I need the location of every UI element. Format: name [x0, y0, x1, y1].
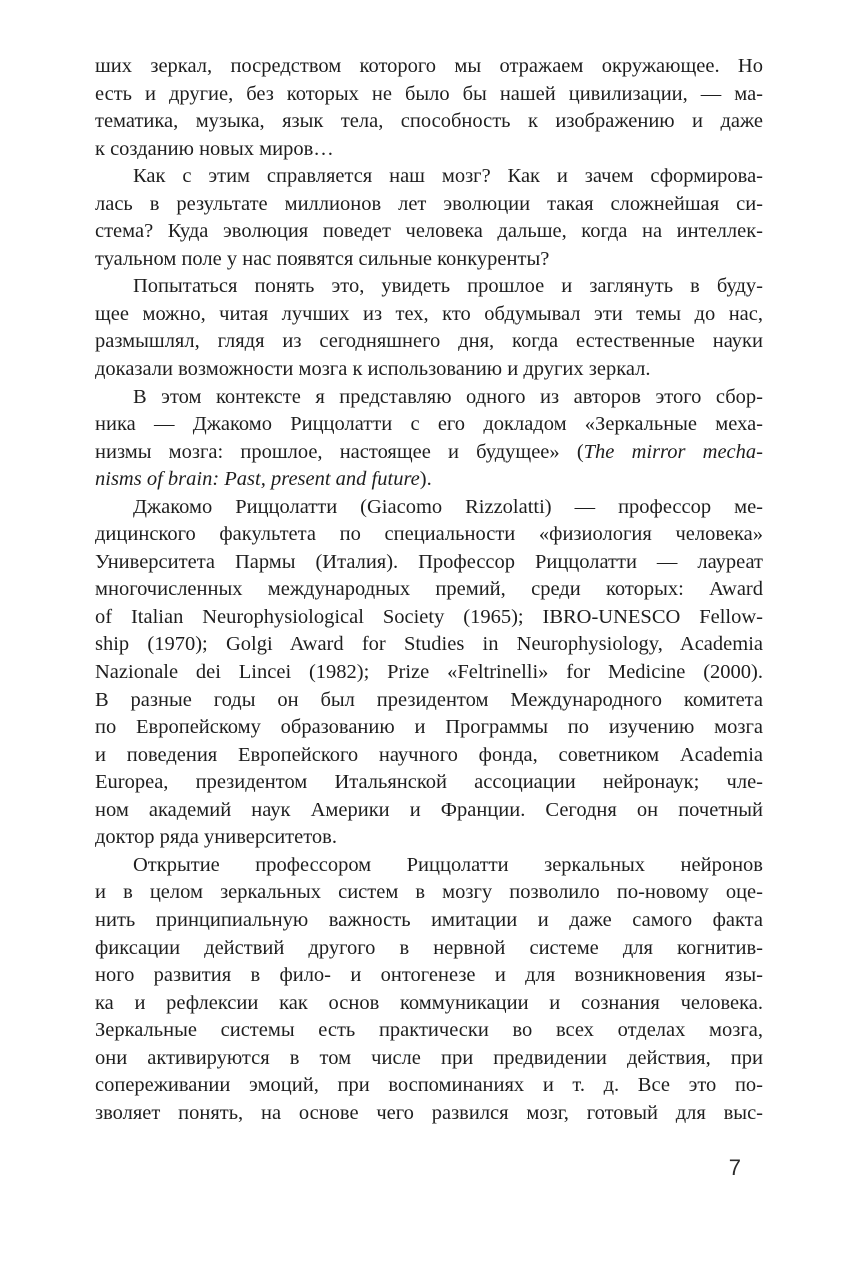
- text-line: [95, 466, 763, 494]
- text-block: [95, 53, 763, 1127]
- text-line: многочисленных международных премий, среди которых: Award: [95, 578, 763, 601]
- page-number: 7: [728, 1155, 741, 1180]
- text-line: В разные годы он был президентом Международного комитета: [95, 688, 763, 711]
- text-line: [95, 439, 763, 467]
- text-line: Как с этим справляется наш мозг? Как и зачем сформирова-: [133, 165, 763, 188]
- text-line: дицинского факультета по специальности «физиология человека»: [95, 523, 763, 546]
- text-line: по Европейскому образованию и Программы по изучению мозга: [95, 716, 763, 739]
- text-line: и поведения Европейского научного фонда, советником Academia: [95, 743, 763, 766]
- text-line: доказали возможности мозга к использованию и других зеркал.: [95, 358, 651, 381]
- text-line: ника — Джакомо Риццолатти с его докладом «Зеркальные меха-: [95, 413, 763, 436]
- text-line: фиксации действий другого в нервной системе для когнитив-: [95, 936, 763, 959]
- text-line: нить принципиальную важность имитации и даже самого факта: [95, 908, 763, 931]
- text-line: щее можно, читая лучших из тех, кто обдумывал эти темы до нас,: [95, 302, 763, 325]
- text-line: Джакомо Риццолатти (Giacomo Rizzolatti) — профессор ме-: [133, 495, 763, 518]
- text-line: размышлял, глядя из сегодняшнего дня, когда естественные науки: [95, 330, 763, 353]
- text-line: зволяет понять, на основе чего развился мозг, готовый для выс-: [95, 1101, 763, 1124]
- text-line: и в целом зеркальных систем в мозгу позволило по-новому оце-: [95, 881, 763, 904]
- text-line: сопереживании эмоций, при воспоминаниях и т. д. Все это по-: [95, 1074, 763, 1097]
- text-line: они активируются в том числе при предвидении действия, при: [95, 1046, 763, 1069]
- text-line: ного развития в фило- и онтогенезе и для возникновения язы-: [95, 964, 763, 987]
- text-line: Университета Пармы (Италия). Профессор Риццолатти — лауреат: [95, 550, 763, 573]
- text-line: ших зеркал, посредством которого мы отражаем окружающее. Но: [95, 55, 763, 77]
- text-line: of Italian Neurophysiological Society (1965); IBRO-UNESCO Fellow-: [95, 605, 763, 628]
- text-line: Europea, президентом Итальянской ассоциации нейронаук; чле-: [95, 771, 763, 794]
- text-line: есть и другие, без которых не было бы нашей цивилизации, — ма-: [95, 82, 763, 105]
- text-segment: ).: [419, 468, 432, 491]
- text-line: Попытаться понять это, увидеть прошлое и заглянуть в буду-: [133, 275, 763, 298]
- text-line: В этом контексте я представляю одного из авторов этого сбор-: [133, 385, 763, 408]
- text-line: тематика, музыка, язык тела, способность к изображению и даже: [95, 110, 763, 133]
- text-line: к созданию новых миров…: [95, 137, 334, 160]
- text-line: лась в результате миллионов лет эволюции такая сложнейшая си-: [95, 192, 763, 215]
- text-line: ном академий наук Америки и Франции. Сегодня он почетный: [95, 798, 763, 821]
- text-line: ship (1970); Golgi Award for Studies in Neurophysiology, Academia: [95, 633, 763, 656]
- text-line: ка и рефлексии как основ коммуникации и сознания человека.: [95, 991, 763, 1014]
- italic-text-segment: The mirror mecha-: [583, 440, 763, 463]
- text-line: Зеркальные системы есть практически во всех отделах мозга,: [95, 1019, 763, 1042]
- text-line: туальном поле у нас появятся сильные конкуренты?: [95, 247, 550, 270]
- text-line: Открытие профессором Риццолатти зеркальных нейронов: [133, 853, 763, 876]
- text-segment: низмы мозга: прошлое, настоящее и будущее» (: [95, 440, 584, 463]
- text-line: Nazionale dei Lincei (1982); Prize «Feltrinelli» for Medicine (2000).: [95, 661, 763, 684]
- italic-text-segment: nisms of brain: Past, present and future: [95, 468, 420, 491]
- text-line: доктор ряда университетов.: [95, 826, 337, 849]
- text-line: стема? Куда эволюция поведет человека дальше, когда на интеллек-: [95, 220, 763, 243]
